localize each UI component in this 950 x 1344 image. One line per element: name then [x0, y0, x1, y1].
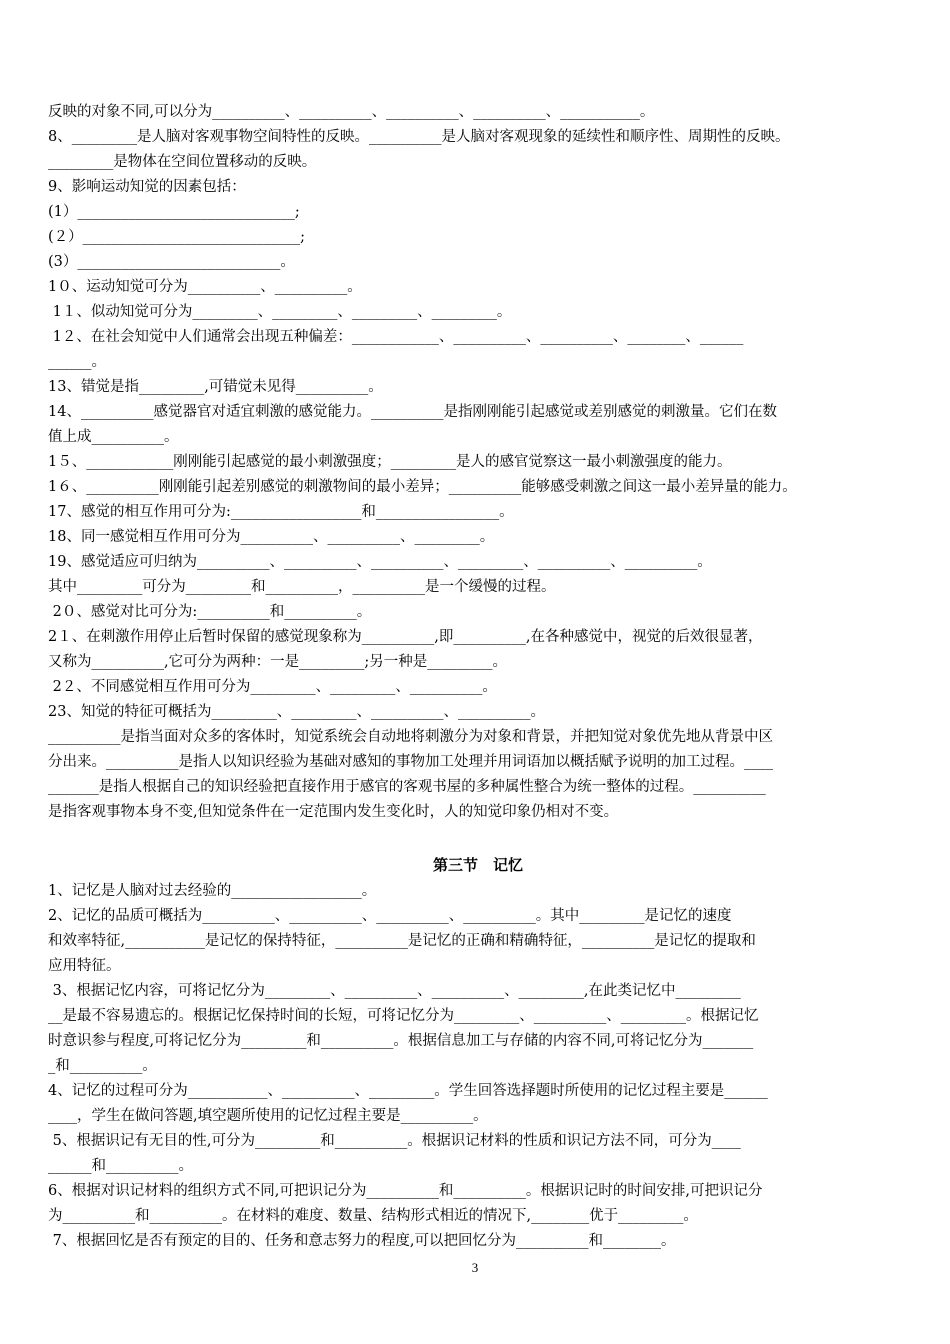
text-line: 分出来。__________是指人以知识经验为基础对感知的事物加工处理并用词语加以概括赋予说明的加工过程。____ — [48, 754, 773, 770]
text-line: 时意识参与程度,可将记忆分为_________和__________。根据信息加工与存储的内容不同,可将记忆分为_______ — [48, 1033, 754, 1049]
text-line: 4、记忆的过程可分为___________、__________、_________。学生回答选择题时所使用的记忆过程主要是______ — [48, 1083, 768, 1099]
text-line: 是指客观事物本身不变,但知觉条件在一定范围内发生变化时，人的知觉印象仍相对不变。 — [48, 804, 619, 820]
section-heading: 第三节 记忆 — [432, 856, 523, 874]
page-number: 3 — [471, 1260, 479, 1275]
text-line: 反映的对象不同,可以分为__________、__________、__________、__________、___________。 — [48, 104, 655, 120]
text-line: 13、错觉是指_________,可错觉未见得__________。 — [48, 379, 383, 395]
text-line: (1）______________________________; — [48, 204, 300, 220]
text-line: ____，学生在做问答题,填空题所使用的记忆过程主要是__________。 — [48, 1108, 488, 1124]
text-line: 为__________和__________。在材料的难度、数量、结构形式相近的情况下,________优于_________。 — [48, 1208, 698, 1224]
text-line: 1２、在社会知觉中人们通常会出现五种偏差：____________、__________、__________、________、______ — [48, 329, 744, 345]
text-line: __是最不容易遗忘的。根据记忆保持时间的长短，可将记忆分为_________、__________、_________。根据记忆 — [48, 1008, 759, 1024]
text-line: 5、根据识记有无目的性,可分为_________和__________。根据识记材料的性质和识记方法不同，可分为____ — [48, 1133, 741, 1149]
text-line: 1１、似动知觉可分为_________、_________、_________、_________。 — [48, 304, 512, 320]
text-line: 23、知觉的特征可概括为_________、_________、__________、__________。 — [48, 704, 545, 720]
text-line: 7、根据回忆是否有预定的目的、任务和意志努力的程度,可以把回忆分为__________和________。 — [48, 1233, 676, 1249]
section-perception — [48, 100, 908, 825]
text-line: ______。 — [48, 354, 106, 370]
text-line: 17、感觉的相互作用可分为:__________________和_________________。 — [48, 504, 514, 520]
document-body — [48, 100, 908, 1254]
text-line: _______是指人根据自己的知识经验把直接作用于感官的客观书屋的多种属性整合为统一整体的过程。__________ — [48, 779, 766, 795]
text-line: 19、感觉适应可归纳为__________、__________、__________、_________、__________、__________。 — [48, 554, 712, 570]
text-line: 14、__________感觉器官对适宜刺激的感觉能力。__________是指刚刚能引起感觉或差别感觉的刺激量。它们在数 — [48, 404, 777, 420]
text-line: 值上成__________。 — [48, 429, 179, 445]
text-line: (２）______________________________; — [48, 229, 306, 245]
text-line: 8、_________是人脑对客观事物空间特性的反映。__________是人脑对客观现象的延续性和顺序性、周期性的反映。 — [48, 129, 790, 145]
section-memory — [48, 879, 908, 1254]
text-line: 应用特征。 — [48, 958, 121, 974]
text-line: 2１、在刺激作用停止后暂时保留的感觉现象称为__________,即__________,在各种感觉中，视觉的后效很显著， — [48, 629, 763, 645]
text-line: 又称为__________,它可分为两种：一是_________;另一种是_________。 — [48, 654, 507, 670]
text-line: _________是物体在空间位置移动的反映。 — [48, 154, 317, 170]
section-gap — [48, 825, 908, 851]
text-line: 18、同一感觉相互作用可分为__________、__________、_________。 — [48, 529, 495, 545]
text-line: 1０、运动知觉可分为__________、__________。 — [48, 279, 362, 295]
text-line: __________是指当面对众多的客体时，知觉系统会自动地将刺激分为对象和背景，并把知觉对象优先地从背景中区 — [48, 729, 773, 745]
text-line: 和效率特征,___________是记忆的保持特征，__________是记忆的正确和精确特征，__________是记忆的提取和 — [48, 933, 756, 949]
text-line: 1、记忆是人脑对过去经验的__________________。 — [48, 883, 377, 899]
text-line: 1５、____________刚刚能引起感觉的最小刺激强度；_________是人的感官觉察这一最小刺激强度的能力。 — [48, 454, 732, 470]
text-line: 2、记忆的品质可概括为__________、__________、__________、__________。其中_________是记忆的速度 — [48, 908, 732, 924]
text-line: 其中_________可分为_________和__________，__________是一个缓慢的过程。 — [48, 579, 556, 595]
text-line: 1６、__________刚刚能引起差别感觉的刺激物间的最小差异；__________能够感受刺激之间这一最小差异量的能力。 — [48, 479, 797, 495]
text-line: 9、影响运动知觉的因素包括： — [48, 179, 246, 195]
text-line: _和__________。 — [48, 1058, 157, 1074]
text-line: (3）____________________________。 — [48, 254, 295, 270]
text-line: 2２、不同感觉相互作用可分为_________、_________、__________。 — [48, 679, 497, 695]
text-line: 6、根据对识记材料的组织方式不同,可把识记分为__________和__________。根据识记时的时间安排,可把识记分 — [48, 1183, 763, 1199]
text-line: 3、根据记忆内容，可将记忆分为_________、__________、__________、_________,在此类记忆中_________ — [48, 983, 741, 999]
text-line: 2０、感觉对比可分为:__________和__________。 — [48, 604, 372, 620]
text-line: ______和__________。 — [48, 1158, 193, 1174]
